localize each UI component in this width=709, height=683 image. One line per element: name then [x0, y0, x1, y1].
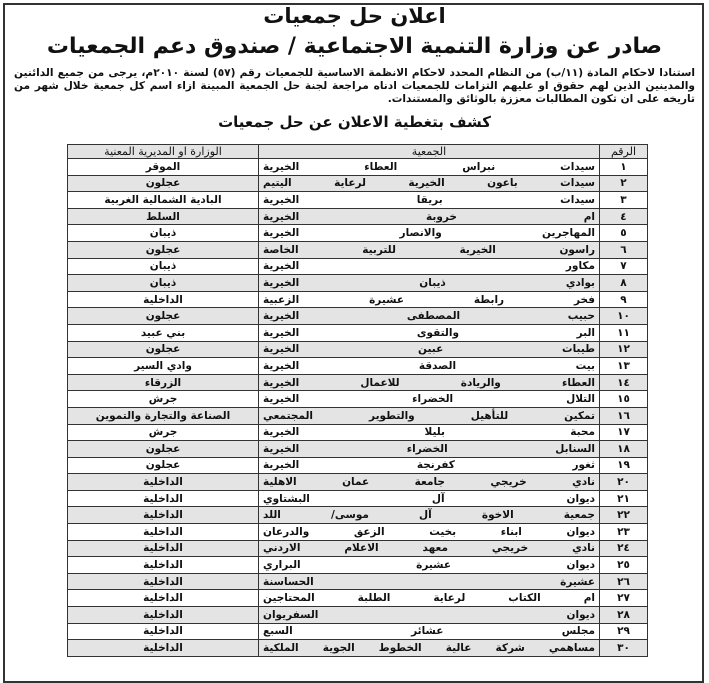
table-row: [68, 175, 648, 192]
header-ministry: الوزارة او المديرية المعنية: [68, 145, 259, 159]
table-row: [68, 490, 648, 507]
row-number: ٢٨: [600, 607, 648, 624]
association-name: محبة بليلا الخيرية: [259, 424, 600, 441]
ministry-name: الداخلية: [68, 590, 259, 607]
row-number: ٢٢: [600, 507, 648, 524]
association-name: تمكين للتأهيل والتطوير المجتمعي: [259, 407, 600, 424]
ministry-name: ذيبان: [68, 275, 259, 292]
table-row: [68, 524, 648, 541]
association-name: راسون الخيرية للتربية الخاصة: [259, 241, 600, 258]
row-number: ٢٣: [600, 524, 648, 541]
row-number: ١٤: [600, 374, 648, 391]
table-row: [68, 208, 648, 225]
table-row: [68, 159, 648, 176]
ministry-name: عجلون: [68, 441, 259, 458]
ministry-name: عجلون: [68, 241, 259, 258]
table-row: [68, 391, 648, 408]
association-name: حبيب المصطفى الخيرية: [259, 308, 600, 325]
association-name: ديوان آل البشتاوي: [259, 490, 600, 507]
table-row: [68, 275, 648, 292]
table-row: [68, 225, 648, 242]
association-name: مجلس عشائر السبع: [259, 623, 600, 640]
ministry-name: الداخلية: [68, 490, 259, 507]
association-name: سيدات بريقا الخيرية: [259, 192, 600, 209]
association-name: المهاجرين والانصار الخيرية: [259, 225, 600, 242]
association-name: طيبات عبين الخيرية: [259, 341, 600, 358]
announcement-title: اعلان حل جمعيات: [263, 4, 446, 28]
ministry-name: الداخلية: [68, 291, 259, 308]
ministry-name: عجلون: [68, 341, 259, 358]
table-row: [68, 241, 648, 258]
announcement-body: استنادا لاحكام المادة (١١/ب) من النظام المحدد لاحكام الانظمة الاساسية للجمعيات رقم (٥٧) لسنة ٢٠١٠م، يرجى من جميع الدائنين والمدينين الذين لهم حقوق او عليهم التزامات للجمعيات ادناه مراجعة لجنة حل الجمعية المبينة ازاء اسم كل جمعية خلال شهر من تاريخه على ان تكون المطالبات معززة بالوثائق والمستندات.: [14, 67, 695, 105]
association-name: البر والتقوى الخيرية: [259, 324, 600, 341]
table-row: [68, 424, 648, 441]
table-row: [68, 291, 648, 308]
table-row: [68, 623, 648, 640]
table-row: [68, 192, 648, 209]
ministry-name: الصناعة والتجارة والتموين: [68, 407, 259, 424]
row-number: ١٦: [600, 407, 648, 424]
ministry-name: الزرقاء: [68, 374, 259, 391]
ministry-name: ذيبان: [68, 258, 259, 275]
row-number: ٩: [600, 291, 648, 308]
association-name: بيت الصدقة الخيرية: [259, 358, 600, 375]
association-name: سيدات نبراس العطاء الخيرية: [259, 159, 600, 176]
ministry-name: الداخلية: [68, 640, 259, 657]
table-row: [68, 507, 648, 524]
table-title: كشف بتغطية الاعلان عن حل جمعيات: [218, 113, 491, 131]
ministry-name: بني عبيد: [68, 324, 259, 341]
table-row: [68, 407, 648, 424]
association-name: ديوان السفريوان: [259, 607, 600, 624]
association-name: مساهمي شركة عالية الخطوط الجوية الملكية: [259, 640, 600, 657]
ministry-name: الداخلية: [68, 557, 259, 574]
ministry-name: الداخلية: [68, 623, 259, 640]
row-number: ٣: [600, 192, 648, 209]
association-name: نادي خريجي جامعة عمان الاهلية: [259, 474, 600, 491]
table-row: [68, 324, 648, 341]
association-name: ام خروبة الخيرية: [259, 208, 600, 225]
ministry-name: الداخلية: [68, 507, 259, 524]
association-name: التلال الخضراء الخيرية: [259, 391, 600, 408]
row-number: ٧: [600, 258, 648, 275]
association-name: ديوان عشيرة البراري: [259, 557, 600, 574]
row-number: ١٨: [600, 441, 648, 458]
ministry-name: وادي السير: [68, 358, 259, 375]
table-row: [68, 540, 648, 557]
table-row: [68, 308, 648, 325]
association-name: نادي خريجي معهد الاعلام الاردني: [259, 540, 600, 557]
ministry-name: الداخلية: [68, 474, 259, 491]
row-number: ٢٥: [600, 557, 648, 574]
association-name: فخر رابطة عشيرة الزعبية: [259, 291, 600, 308]
row-number: ٢٤: [600, 540, 648, 557]
table-row: [68, 457, 648, 474]
row-number: ١٣: [600, 358, 648, 375]
table-row: [68, 557, 648, 574]
ministry-name: ذيبان: [68, 225, 259, 242]
ministry-name: الموقر: [68, 159, 259, 176]
ministry-name: الداخلية: [68, 524, 259, 541]
announcement-subtitle: صادر عن وزارة التنمية الاجتماعية / صندوق دعم الجمعيات: [46, 34, 663, 59]
table-row: [68, 573, 648, 590]
association-name: مكاور الخيرية: [259, 258, 600, 275]
table-row: [68, 374, 648, 391]
association-name: سيدات باعون الخيرية لرعاية اليتيم: [259, 175, 600, 192]
row-number: ١٧: [600, 424, 648, 441]
ministry-name: البادية الشمالية الغربية: [68, 192, 259, 209]
row-number: ١٢: [600, 341, 648, 358]
row-number: ١: [600, 159, 648, 176]
row-number: ٢٠: [600, 474, 648, 491]
table-row: [68, 640, 648, 657]
table-row: [68, 590, 648, 607]
table-row: [68, 474, 648, 491]
table-row: [68, 258, 648, 275]
ministry-name: الداخلية: [68, 607, 259, 624]
ministry-name: عجلون: [68, 457, 259, 474]
row-number: ٢٧: [600, 590, 648, 607]
row-number: ٦: [600, 241, 648, 258]
table-row: [68, 441, 648, 458]
row-number: ٢٦: [600, 573, 648, 590]
associations-table: [67, 144, 648, 657]
ministry-name: الداخلية: [68, 573, 259, 590]
row-number: ١٥: [600, 391, 648, 408]
row-number: ٨: [600, 275, 648, 292]
table-row: [68, 607, 648, 624]
row-number: ٥: [600, 225, 648, 242]
ministry-name: عجلون: [68, 308, 259, 325]
association-name: جمعية الاخوة آل موسى/ اللد: [259, 507, 600, 524]
row-number: ١٩: [600, 457, 648, 474]
association-name: ديوان ابناء بخيت الزعق والدرعان: [259, 524, 600, 541]
association-name: بوادي ذيبان الخيرية: [259, 275, 600, 292]
row-number: ٣٠: [600, 640, 648, 657]
table-row: [68, 358, 648, 375]
ministry-name: عجلون: [68, 175, 259, 192]
row-number: ٤: [600, 208, 648, 225]
ministry-name: السلط: [68, 208, 259, 225]
table-row: [68, 341, 648, 358]
ministry-name: الداخلية: [68, 540, 259, 557]
association-name: ثغور كفرنجة الخيرية: [259, 457, 600, 474]
row-number: ١١: [600, 324, 648, 341]
row-number: ٢: [600, 175, 648, 192]
association-name: العطاء والريادة للاعمال الخيرية: [259, 374, 600, 391]
header-association: الجمعية: [259, 145, 600, 159]
association-name: عشيرة الحساسنة: [259, 573, 600, 590]
association-name: السنابل الخضراء الخيرية: [259, 441, 600, 458]
row-number: ٢١: [600, 490, 648, 507]
ministry-name: جرش: [68, 391, 259, 408]
table-header-row: [68, 145, 648, 159]
header-number: الرقم: [600, 145, 648, 159]
ministry-name: جرش: [68, 424, 259, 441]
association-name: ام الكتاب لرعاية الطلبة المحتاجين: [259, 590, 600, 607]
row-number: ١٠: [600, 308, 648, 325]
row-number: ٢٩: [600, 623, 648, 640]
